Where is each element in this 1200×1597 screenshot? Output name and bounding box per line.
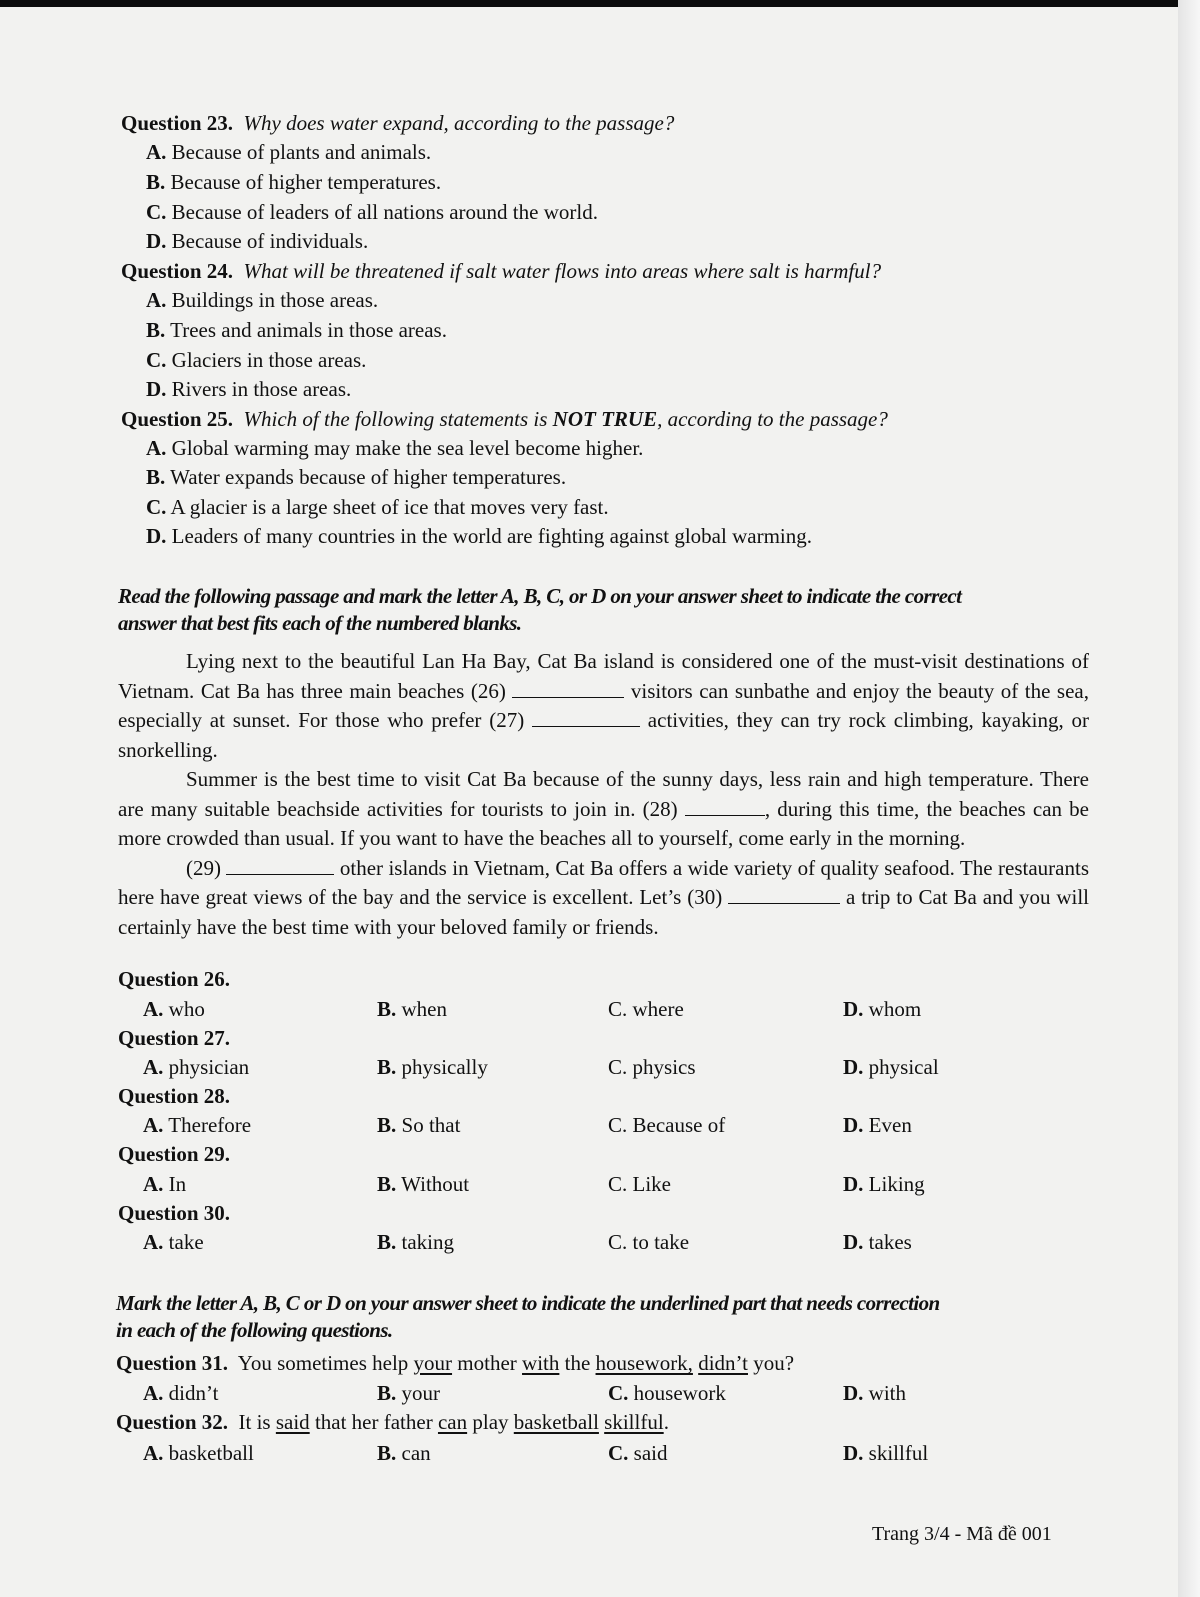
- question-30-label: Question 30.: [118, 1201, 231, 1225]
- question-25: Question 25. Which of the following statements is NOT TRUE, according to the passage?: [121, 407, 888, 431]
- q27-option-d: D. physical: [843, 1055, 939, 1079]
- q26-option-b: B. when: [377, 997, 448, 1021]
- q31-option-d: D. with: [843, 1381, 907, 1405]
- q28-option-c: C. Because of: [608, 1113, 726, 1137]
- passage-paragraph-1: Lying next to the beautiful Lan Ha Bay, Cat Ba island is considered one of the must-visit destinations of Vietnam. Cat Ba has three main beaches (26) visitors can sunbathe and enjoy the beauty of the sea, especially at sunset. For those who prefer (27) activities, they can try rock climbing, kayaking, or snorkelling.: [118, 649, 1090, 762]
- question-29-label: Question 29.: [118, 1142, 231, 1166]
- q32-option-a: A. basketball: [143, 1441, 254, 1465]
- q32-option-b: B. can: [377, 1441, 431, 1465]
- q25-option-b: B. Water expands because of higher temperatures.: [146, 465, 567, 489]
- instruction-error-identification: Mark the letter A, B, C or D on your answer sheet to indicate the underlined part that needs correction in each of the following questions.: [116, 1291, 940, 1343]
- question-text: What will be threatened if salt water flows into areas where salt is harmful?: [243, 259, 882, 283]
- question-23: [121, 110, 674, 137]
- q23-option-a: A. Because of plants and animals.: [146, 140, 432, 164]
- question-label: Question 25.: [121, 407, 234, 431]
- blank-28: [685, 798, 765, 816]
- q28-option-b: B. So that: [377, 1113, 461, 1137]
- q30-option-d: D. takes: [843, 1230, 912, 1254]
- q30-option-b: B. taking: [377, 1230, 455, 1254]
- q28-option-d: D. Even: [843, 1113, 912, 1137]
- question-label: Question 24.: [121, 259, 234, 283]
- question-32: Question 32. It is said that her father can play basketball skillful.: [116, 1410, 669, 1434]
- q24-option-a: A. Buildings in those areas.: [146, 288, 379, 312]
- question-text: Why does water expand, according to the passage?: [243, 111, 675, 135]
- question-label: Question 23.: [121, 111, 234, 135]
- q29-option-b: B. Without: [377, 1172, 470, 1196]
- passage-paragraph-2: Summer is the best time to visit Cat Ba because of the sunny days, less rain and high temperature. There are many suitable beachside activities for tourists to join in. (28) , during this time, the beaches can be more crowded than usual. If you want to have the beaches all to yourself, come early in the morning.: [118, 767, 1089, 850]
- q31-option-c: C. housework: [608, 1381, 726, 1405]
- q30-option-c: C. to take: [608, 1230, 690, 1254]
- blank-27: [532, 709, 640, 727]
- q23-option-b: B. Because of higher temperatures.: [146, 170, 442, 194]
- q29-option-d: D. Liking: [843, 1172, 925, 1196]
- question-31: Question 31. You sometimes help your mother with the housework, didn’t you?: [116, 1351, 795, 1375]
- blank-26: [512, 680, 624, 698]
- question-26-label: Question 26.: [118, 967, 231, 991]
- q30-option-a: A. take: [143, 1230, 204, 1254]
- passage-paragraph-3: (29) other islands in Vietnam, Cat Ba offers a wide variety of quality seafood. The restaurants here have great views of the bay and the service is excellent. Let’s (30) a trip to Cat Ba and you will certainly have the best time with your beloved family or friends.: [118, 855, 1090, 939]
- page-footer: Trang 3/4 - Mã đề 001: [872, 1523, 1052, 1545]
- q31-option-b: B. your: [377, 1381, 441, 1405]
- question-28-label: Question 28.: [118, 1084, 231, 1108]
- q28-option-a: A. Therefore: [143, 1113, 252, 1137]
- question-24: [121, 258, 881, 285]
- instruction-cloze: Read the following passage and mark the letter A, B, C, or D on your answer sheet to indicate the correct answer that best fits each of the numbered blanks.: [118, 584, 962, 636]
- reading-passage: [118, 647, 1089, 942]
- q23-option-d: D. Because of individuals.: [146, 229, 369, 253]
- blank-30: [728, 886, 840, 904]
- q26-option-c: C. where: [608, 997, 684, 1021]
- q24-option-d: D. Rivers in those areas.: [146, 377, 352, 401]
- q26-option-a: A. who: [143, 997, 205, 1021]
- q31-option-a: A. didn’t: [143, 1381, 219, 1405]
- q29-option-c: C. Like: [608, 1172, 671, 1196]
- q25-option-a: A. Global warming may make the sea level become higher.: [146, 436, 644, 460]
- q25-option-c: C. A glacier is a large sheet of ice that moves very fast.: [146, 495, 609, 519]
- q32-option-c: C. said: [608, 1441, 668, 1465]
- q29-option-a: A. In: [143, 1172, 187, 1196]
- question-27-label: Question 27.: [118, 1026, 231, 1050]
- q27-option-a: A. physician: [143, 1055, 250, 1079]
- q23-option-c: C. Because of leaders of all nations around the world.: [146, 200, 598, 224]
- q24-option-c: C. Glaciers in those areas.: [146, 348, 367, 372]
- q26-option-d: D. whom: [843, 997, 922, 1021]
- q24-option-b: B. Trees and animals in those areas.: [146, 318, 447, 342]
- q27-option-c: C. physics: [608, 1055, 696, 1079]
- q27-option-b: B. physically: [377, 1055, 488, 1079]
- q32-option-d: D. skillful: [843, 1441, 929, 1465]
- blank-29: [226, 857, 334, 875]
- q25-option-d: D. Leaders of many countries in the world are fighting against global warming.: [146, 524, 812, 548]
